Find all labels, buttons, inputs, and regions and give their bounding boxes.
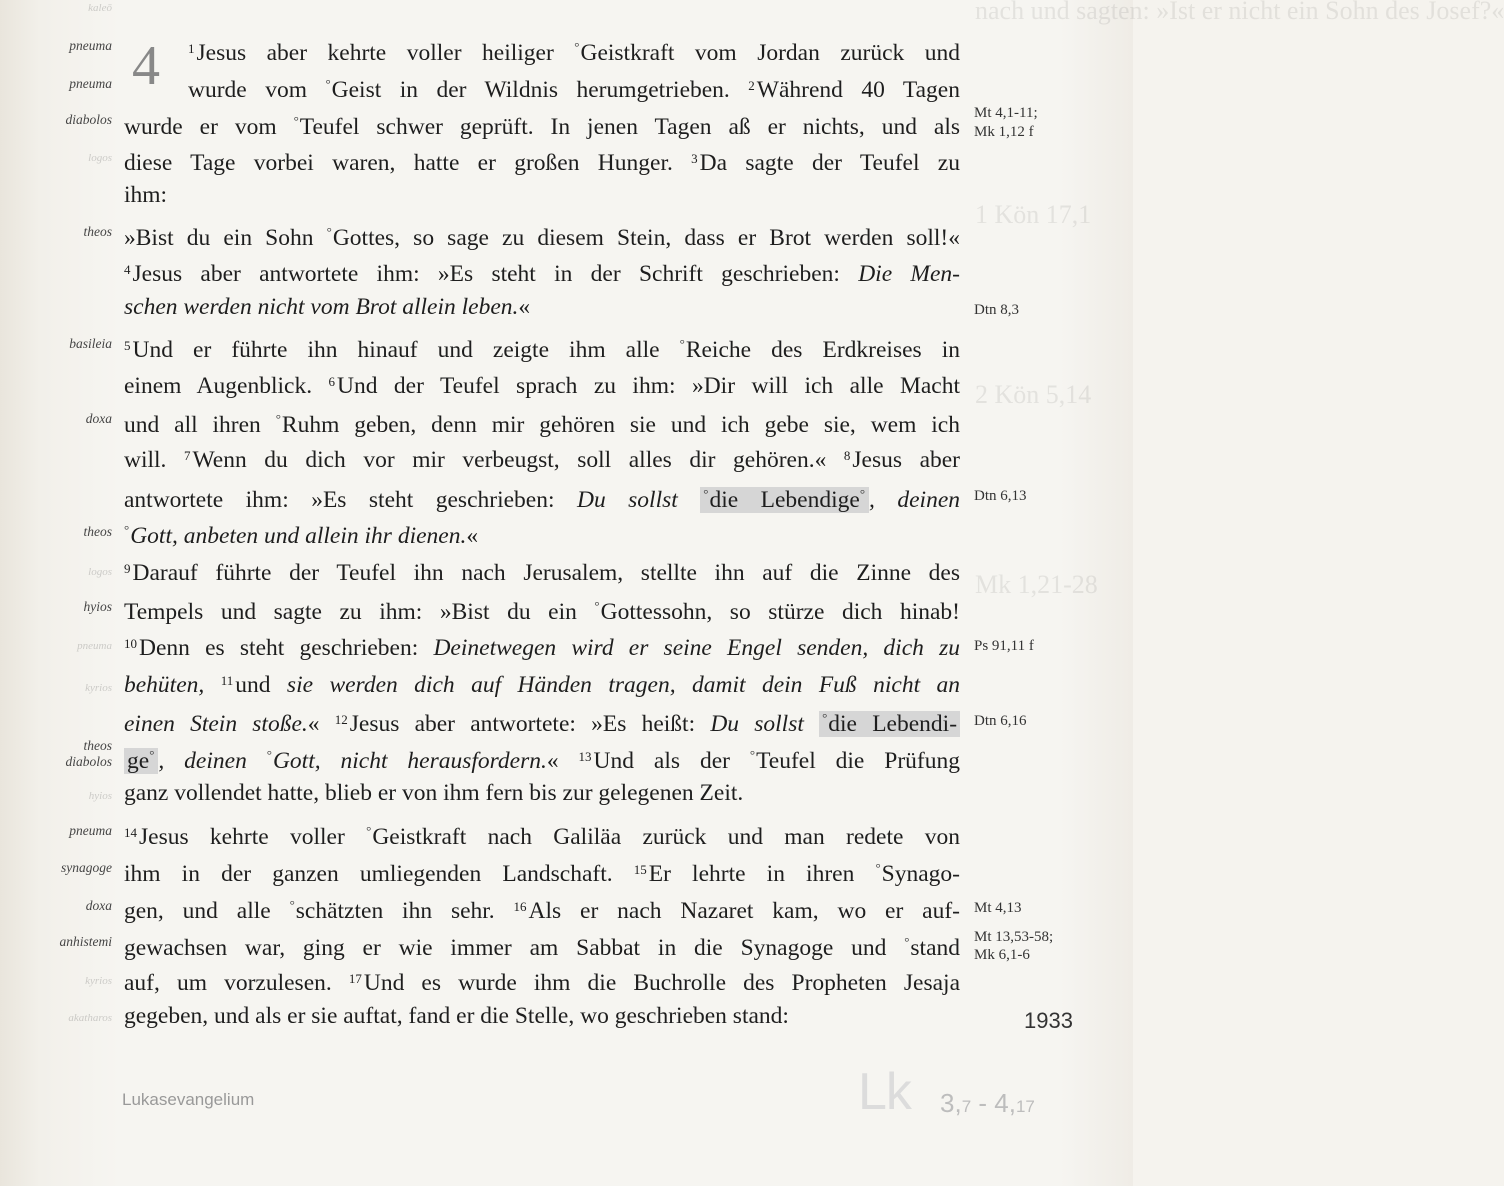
verse-number: 9	[124, 561, 131, 576]
cross-reference: Mk 6,1-6	[974, 947, 1030, 963]
margin-ghost-word: kyrios	[85, 682, 112, 694]
text-run: auf, um vorzulesen.	[124, 970, 349, 996]
text-run: Da sagte der Teufel zu	[699, 150, 960, 176]
text-run: Und als der	[593, 748, 750, 774]
margin-ghost-word: pneuma	[77, 640, 112, 652]
text-run: ihm:	[124, 182, 168, 208]
cross-reference: Dtn 6,13	[974, 488, 1027, 504]
quotation-italic: sie werden dich auf Händen tragen, damit dein Fuß nicht an	[286, 672, 961, 698]
text-run: Jesus kehrte voller	[139, 824, 367, 850]
text-line	[188, 32, 960, 68]
verse-number: 11	[220, 673, 234, 688]
text-line	[124, 180, 960, 210]
text-line	[124, 479, 960, 515]
quotation-italic: Du sollst	[710, 711, 820, 737]
margin-ghost-word: kaleō	[88, 2, 112, 14]
text-run: Während 40 Tagen	[756, 77, 960, 103]
text-line	[124, 629, 960, 663]
text-run: Gottessohn, so stürze dich hinab!	[600, 599, 960, 625]
verse-number: 17	[348, 971, 362, 986]
range-start: 3,	[940, 1088, 962, 1118]
text-run: Teufel die Prüfung	[756, 748, 960, 774]
show-through-text: 2 Kön 5,14	[975, 380, 1092, 409]
book-abbreviation: Lk	[858, 1063, 911, 1121]
cross-reference: Mt 4,1-11;	[974, 105, 1038, 121]
text-run: will.	[124, 447, 184, 473]
text-line	[124, 927, 960, 963]
degree-mark: °	[124, 522, 130, 537]
text-run: schätzten ihn sehr.	[295, 898, 514, 924]
margin-word: theos	[83, 224, 112, 239]
degree-mark: °	[594, 598, 600, 613]
verse-number: 7	[184, 448, 191, 463]
verse-number: 15	[633, 862, 647, 877]
cross-reference: Mk 1,12 f	[974, 124, 1034, 140]
text-run: Synago-	[881, 861, 960, 887]
show-through-text: Mk 1,21-28	[975, 570, 1098, 599]
text-run: Er lehrte in ihren	[648, 861, 876, 887]
degree-mark: °	[822, 710, 828, 725]
cross-reference: Ps 91,11 f	[974, 638, 1034, 654]
text-run: Geistkraft vom Jordan zurück und	[580, 40, 960, 66]
text-run: stand	[910, 935, 960, 961]
text-line	[124, 554, 960, 588]
text-run: gen, und alle	[124, 898, 290, 924]
verse-number: 16	[513, 899, 527, 914]
chapter-verse-range	[940, 1088, 1035, 1119]
quotation-italic: Du sollst	[576, 487, 701, 513]
quotation-italic: Deinetwegen wird er seine Engel senden, dich zu	[433, 635, 960, 661]
text-run: ihm in der ganzen umliegenden Landschaft.	[124, 861, 634, 887]
degree-mark: °	[289, 897, 295, 912]
text-run: gewachsen war, ging er wie immer am Sabbat in die Synagoge und	[124, 935, 905, 961]
margin-ghost-word: kyrios	[85, 975, 112, 987]
text-run: Geist in der Wildnis herumgetrieben.	[331, 77, 749, 103]
margin-word: basileia	[69, 336, 112, 351]
margin-word: doxa	[85, 898, 112, 913]
degree-mark: °	[875, 860, 881, 875]
cross-reference: Dtn 6,16	[974, 713, 1027, 729]
verse-number: 1	[188, 41, 195, 56]
text-run: Teufel schwer geprüft. In jenen Tagen aß er nichts, und als	[299, 114, 961, 140]
text-run: und all ihren	[124, 412, 276, 438]
degree-mark: °	[904, 934, 910, 949]
text-run: wurde er vom	[124, 114, 294, 140]
text-line	[124, 292, 960, 322]
cross-reference: Mt 4,13	[974, 900, 1022, 916]
text-line	[124, 666, 960, 700]
text-run: Reiche des Erdkreises in	[685, 337, 960, 363]
text-line	[124, 816, 960, 852]
margin-word: synagoge	[61, 860, 112, 875]
degree-mark: °	[275, 411, 281, 426]
text-run: Darauf führte der Teufel ihn nach Jerusalem, stellte ihn auf die Zinne des	[132, 560, 960, 586]
highlight-text: ge	[127, 748, 150, 774]
text-run: Jesus aber antwortete: »Es heißt:	[349, 711, 711, 737]
margin-word: theos	[83, 738, 112, 753]
text-run: einem Augenblick.	[124, 373, 329, 399]
text-run: Denn es steht geschrieben:	[139, 635, 434, 661]
text-line	[124, 441, 960, 475]
margin-word: diabolos	[65, 754, 112, 769]
text-line	[124, 591, 960, 627]
margin-word: doxa	[85, 411, 112, 426]
text-line	[124, 217, 960, 253]
verse-number: 10	[124, 636, 137, 651]
text-line	[124, 404, 960, 440]
text-run: «	[466, 523, 479, 549]
degree-mark: °	[703, 486, 709, 501]
cross-reference: Mt 13,53-58;	[974, 929, 1054, 945]
verse-number: 12	[334, 712, 348, 727]
highlight-text: die Lebendi-	[828, 711, 958, 737]
range-start-verse: 7	[961, 1097, 972, 1116]
degree-mark: °	[326, 224, 332, 239]
text-run: Gottes, so sage zu diesem Stein, dass er Brot werden soll!«	[332, 225, 960, 251]
verse-number: 14	[124, 825, 137, 840]
text-run: Jesus aber	[852, 447, 960, 473]
degree-mark: °	[574, 39, 580, 54]
text-run: antwortete ihm: »Es steht geschrieben:	[124, 487, 577, 513]
verse-number: 5	[124, 338, 131, 353]
margin-word: anhistemi	[59, 934, 112, 949]
text-line	[124, 964, 960, 998]
text-line	[124, 329, 960, 365]
margin-ghost-word: logos	[88, 566, 112, 578]
text-line	[188, 69, 960, 105]
range-dash: - 4,	[971, 1088, 1016, 1118]
text-run: Jesus aber antwortete ihm: »Es steht in der Schrift geschrieben:	[132, 261, 859, 287]
text-line	[124, 1001, 960, 1031]
chapter-number: 4	[132, 35, 160, 97]
margin-word: pneuma	[69, 823, 112, 838]
quotation-italic: Gott, anbeten und allein ihr dienen.	[130, 523, 467, 549]
text-run: Geistkraft nach Galiläa zurück und man redete von	[372, 824, 961, 850]
highlight-text: die Lebendige	[709, 487, 860, 513]
text-run: ganz vollendet hatte, blieb er von ihm fern bis zur gelegenen Zeit.	[124, 780, 744, 806]
verse-number: 8	[843, 448, 851, 463]
text-run: Tempels und sagte zu ihm: »Bist du ein	[124, 599, 595, 625]
margin-ghost-word: logos	[88, 152, 112, 164]
text-line	[124, 515, 960, 551]
text-run: »Bist du ein Sohn	[124, 225, 327, 251]
text-run: «	[307, 711, 335, 737]
degree-mark: °	[266, 747, 272, 762]
text-line	[124, 106, 960, 142]
margin-word: diabolos	[65, 112, 112, 127]
text-run: wurde vom	[188, 77, 326, 103]
quotation-italic: Die Men-	[858, 261, 960, 287]
degree-mark: °	[679, 336, 685, 351]
degree-mark: °	[859, 486, 866, 501]
degree-mark: °	[366, 823, 372, 838]
highlighted-term	[124, 748, 158, 774]
text-line	[124, 778, 960, 808]
margin-ghost-word: hyios	[88, 790, 112, 802]
verse-number: 4	[124, 262, 131, 277]
quotation-italic: schen werden nicht vom Brot allein leben.	[124, 294, 519, 320]
margin-word: pneuma	[69, 38, 112, 53]
text-run: Und der Teufel sprach zu ihm: »Dir will ich alle Macht	[337, 373, 960, 399]
show-through-text: 1 Kön 17,1	[975, 200, 1092, 229]
text-line	[124, 853, 960, 889]
verse-number: 2	[748, 78, 755, 93]
cross-reference: Dtn 8,3	[974, 302, 1019, 318]
text-run: Als er nach Nazaret kam, wo er auf-	[528, 898, 960, 924]
margin-word: pneuma	[69, 76, 112, 91]
range-end-verse: 17	[1015, 1097, 1035, 1116]
degree-mark: °	[293, 113, 299, 128]
text-line	[124, 740, 960, 776]
text-run: «	[546, 748, 579, 774]
highlighted-term	[700, 487, 869, 513]
text-run: Und es wurde ihm die Buchrolle des Propheten Jesaja	[363, 970, 961, 996]
text-run: Ruhm geben, denn mir gehören sie und ich gebe sie, wem ich	[281, 412, 960, 438]
text-run: und	[235, 672, 287, 698]
degree-mark: °	[149, 747, 155, 762]
text-run: gegeben, und als er sie auftat, fand er die Stelle, wo geschrieben stand:	[124, 1003, 789, 1029]
quotation-italic: , deinen	[869, 487, 960, 513]
margin-word: hyios	[83, 599, 112, 614]
quotation-italic: , deinen	[158, 748, 267, 774]
text-line	[124, 255, 960, 289]
degree-mark: °	[749, 747, 756, 762]
text-line	[124, 703, 960, 739]
quotation-italic: einen Stein stoße.	[124, 711, 308, 737]
verse-number: 3	[691, 151, 698, 166]
text-run: «	[518, 294, 531, 320]
page-number: 1933	[1024, 1008, 1073, 1033]
verse-number: 13	[578, 749, 592, 764]
text-line	[124, 144, 960, 178]
margin-ghost-word: akatharos	[68, 1012, 112, 1024]
text-line	[124, 367, 960, 401]
text-run: Wenn du dich vor mir verbeugst, soll alles dir gehören.«	[192, 447, 844, 473]
text-run: diese Tage vorbei waren, hatte er großen Hunger.	[124, 150, 692, 176]
quotation-italic: Gott, nicht herausfordern.	[272, 748, 547, 774]
text-line	[124, 890, 960, 926]
book-title: Lukasevangelium	[122, 1090, 255, 1109]
highlighted-term	[819, 711, 960, 737]
degree-mark: °	[325, 76, 331, 91]
show-through-text: nach und sagten: »Ist er nicht ein Sohn des Josef?«	[975, 0, 1504, 25]
text-run: Und er führte ihn hinauf und zeigte ihm alle	[132, 337, 680, 363]
verse-number: 6	[328, 374, 336, 389]
text-run: Jesus aber kehrte voller heiliger	[196, 40, 575, 66]
quotation-italic: behüten,	[124, 672, 221, 698]
margin-word: theos	[83, 524, 112, 539]
